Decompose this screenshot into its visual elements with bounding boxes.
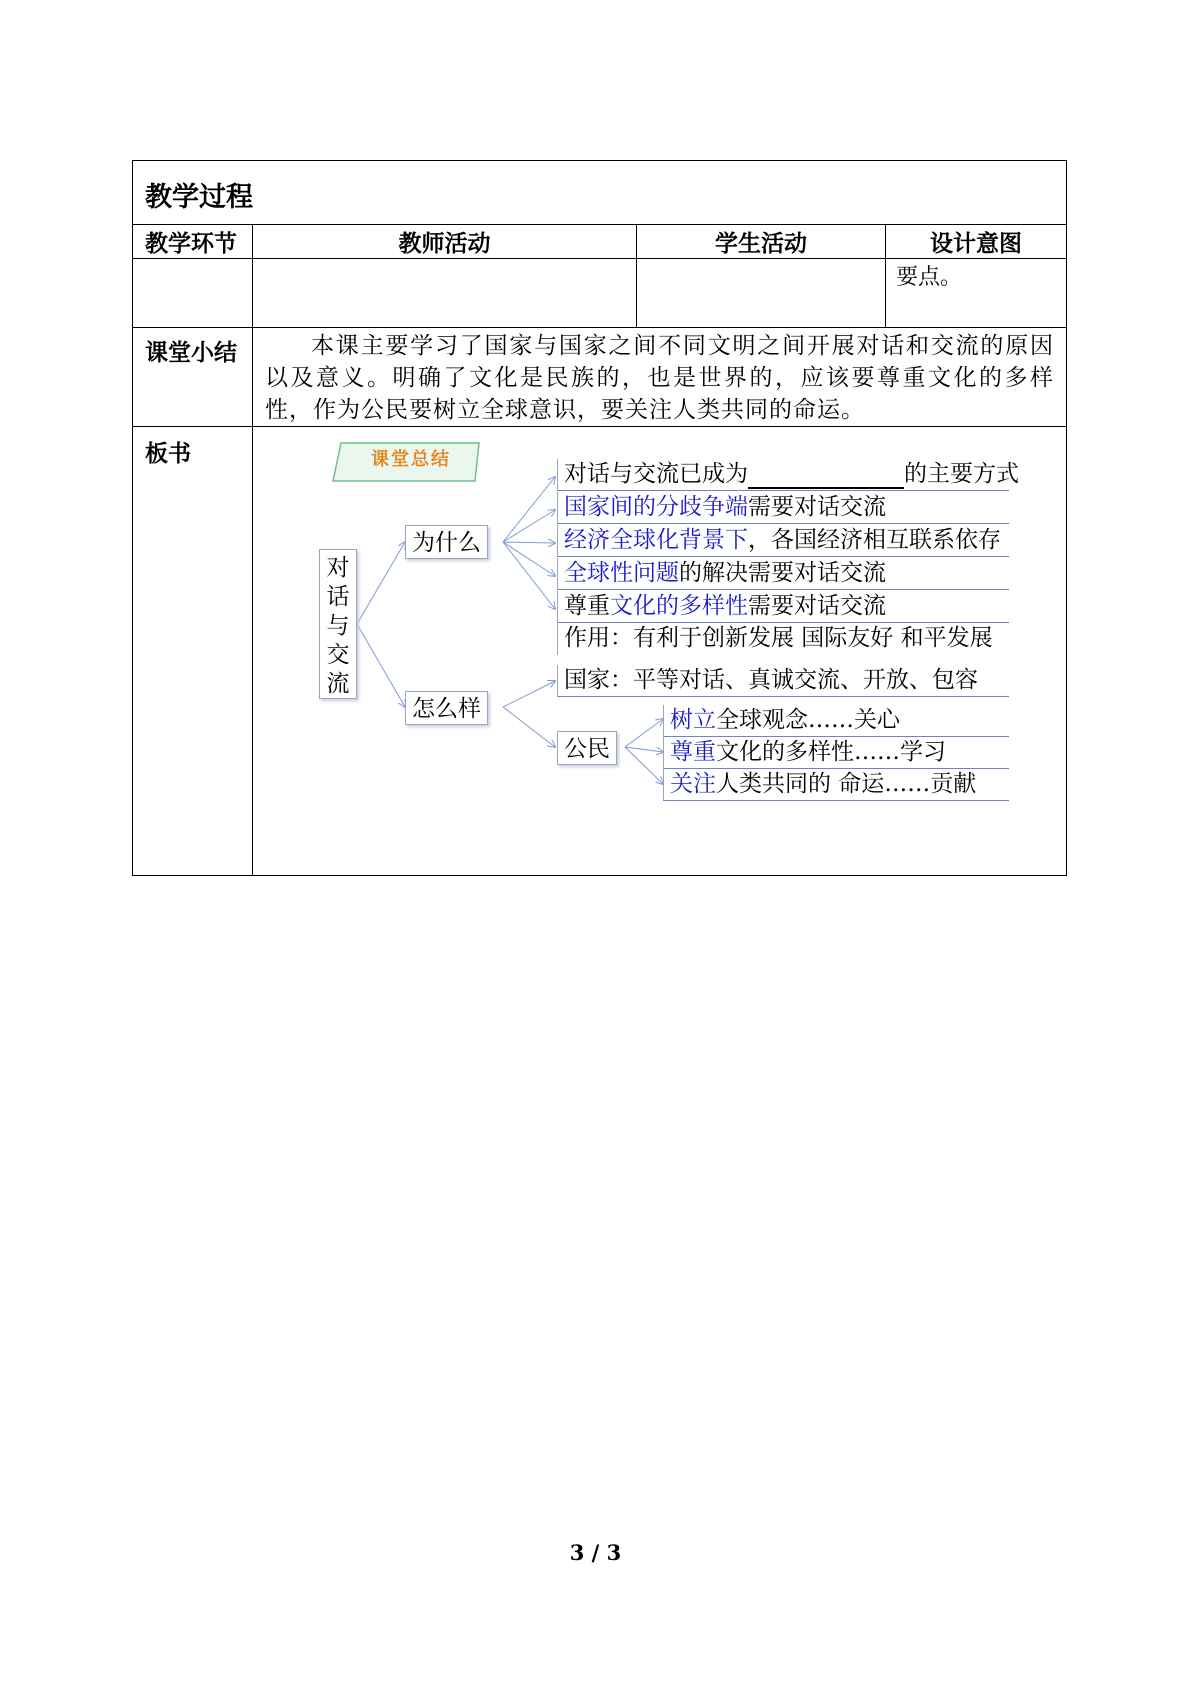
page-number: 3 / 3: [569, 1540, 622, 1565]
why-item-2: [557, 492, 1009, 524]
citizen-item-1: [663, 705, 1009, 737]
why-item-text: 需要对话交流: [748, 593, 886, 619]
cell-design-carryover: 要点。: [886, 259, 1067, 328]
summary-label: 课堂小结: [133, 328, 253, 427]
citizen-item-text: 关注: [670, 771, 716, 797]
root-node: [319, 549, 357, 699]
citizen-item-2: [663, 737, 1009, 769]
header-teacher: 教师活动: [253, 225, 637, 259]
board-cell: [253, 427, 1067, 876]
header-stage: 教学环节: [133, 225, 253, 259]
citizen-node: 公民: [557, 731, 617, 765]
why-item-text: 国家间的分歧争端: [564, 494, 748, 520]
why-node: 为什么: [405, 525, 488, 559]
citizen-item-text: 全球观念……关心: [716, 707, 900, 733]
table-title: 教学过程: [133, 161, 1067, 225]
citizen-item-text: 文化的多样性……学习: [716, 739, 946, 765]
root-node-text: 对话与交流: [326, 555, 350, 697]
why-item-text: 文化的多样性: [610, 593, 748, 619]
why-item-text: 的解决需要对话交流: [679, 560, 886, 586]
why-item-text: 的主要方式: [904, 461, 1019, 487]
citizen-item-text: 树立: [670, 707, 716, 733]
citizen-item-text: 人类共同的 命运……贡献: [716, 771, 977, 797]
board-label: 板书: [133, 427, 253, 876]
effect-line: 作用：有利于创新发展 国际友好 和平发展: [557, 623, 1009, 655]
citizen-item-text: 尊重: [670, 739, 716, 765]
why-item-text: 对话与交流已成为: [564, 461, 748, 487]
citizen-item-3: [663, 769, 1009, 801]
fill-in-blank: [748, 465, 904, 489]
why-item-text: 经济全球化背景下: [564, 527, 748, 553]
why-item-3: [557, 525, 1009, 557]
header-design: 设计意图: [886, 225, 1067, 259]
why-item-5: [557, 591, 1009, 623]
teaching-process-table: [132, 160, 1067, 876]
why-item-text: 全球性问题: [564, 560, 679, 586]
cell-stage-empty: [133, 259, 253, 328]
why-item-text: ，各国经济相互联系依存: [748, 527, 1001, 553]
summary-text: 本课主要学习了国家与国家之间不同文明之间开展对话和交流的原因以及意义。明确了文化是民族的，也是世界的，应该要尊重文化的多样性，作为公民要树立全球意识，要关注人类共同的命运。: [253, 328, 1067, 427]
how-node: 怎么样: [405, 691, 488, 725]
header-student: 学生活动: [637, 225, 886, 259]
cell-teacher-empty: [253, 259, 637, 328]
cell-student-empty: [637, 259, 886, 328]
country-line: 国家：平等对话、真诚交流、开放、包容: [557, 665, 1009, 697]
board-diagram: [253, 427, 1066, 875]
why-item-text: 尊重: [564, 593, 610, 619]
why-item-1: [557, 459, 1019, 491]
tag-label: 课堂总结: [371, 449, 451, 470]
why-item-text: 需要对话交流: [748, 494, 886, 520]
why-item-4: [557, 558, 1009, 590]
